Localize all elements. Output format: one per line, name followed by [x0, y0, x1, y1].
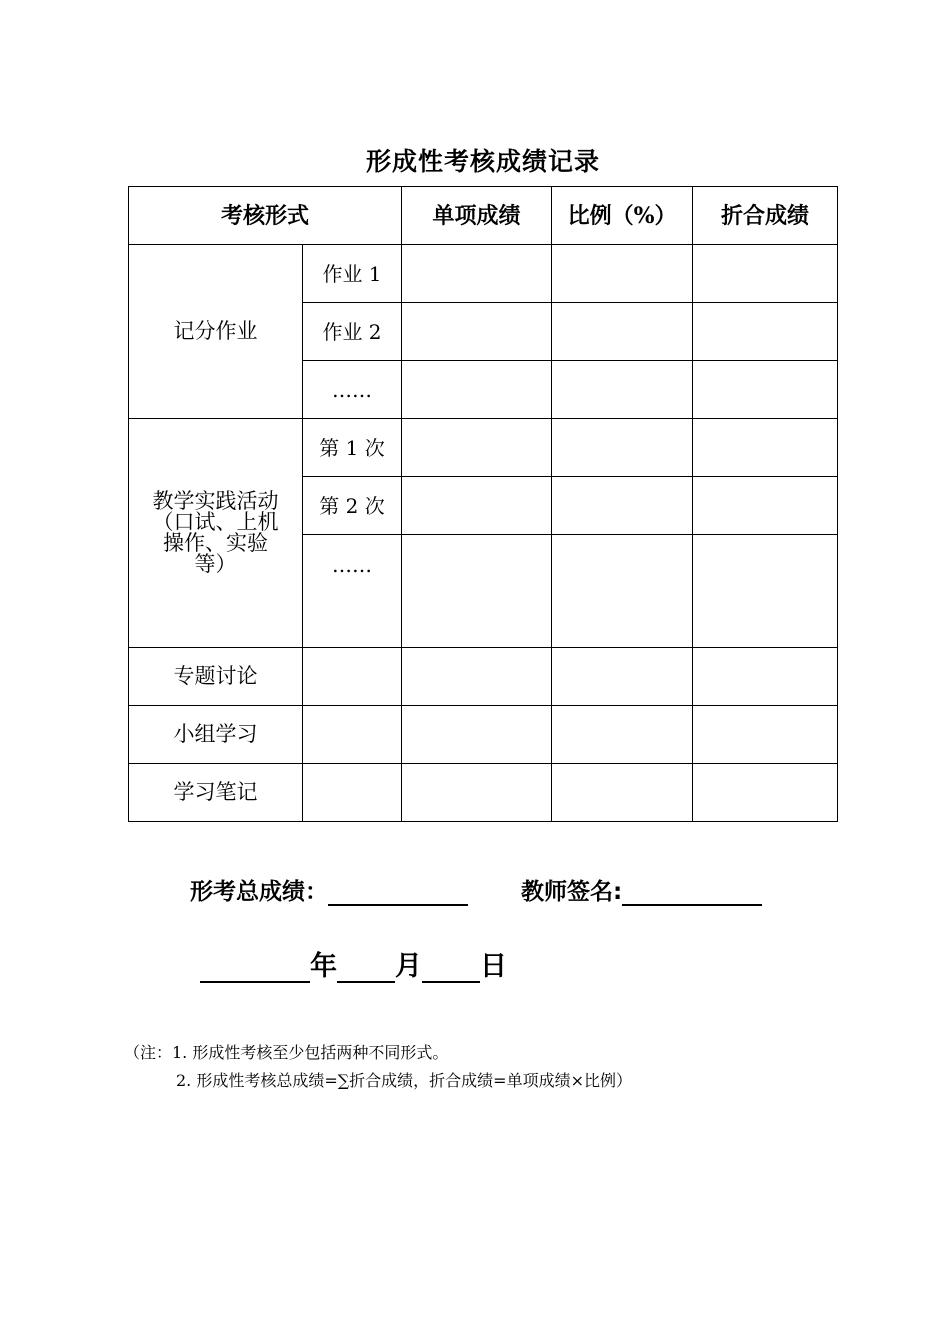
score-cell[interactable]: [402, 361, 552, 419]
signature-label: 教师签名:: [521, 879, 623, 905]
table-row: [129, 419, 838, 477]
converted-cell[interactable]: [693, 764, 838, 822]
signature-blank[interactable]: [622, 878, 762, 906]
sub-cell[interactable]: [303, 706, 402, 764]
year-blank[interactable]: [200, 951, 310, 983]
header-ratio: 比例（%）: [552, 187, 693, 245]
converted-cell[interactable]: [693, 245, 838, 303]
ratio-cell[interactable]: [552, 303, 693, 361]
score-cell[interactable]: [402, 245, 552, 303]
header-item-score: 单项成绩: [402, 187, 552, 245]
ratio-cell[interactable]: [552, 361, 693, 419]
document-title: 形成性考核成绩记录: [365, 147, 600, 176]
ratio-cell[interactable]: [552, 477, 693, 535]
sub-item: ……: [303, 535, 402, 648]
group-label-line: 教学实践活动: [152, 489, 279, 513]
score-cell[interactable]: [402, 648, 552, 706]
converted-cell[interactable]: [693, 706, 838, 764]
day-blank[interactable]: [422, 951, 480, 983]
sub-item: 第 1 次: [303, 419, 402, 477]
converted-cell[interactable]: [693, 648, 838, 706]
table-row: [129, 245, 838, 303]
month-blank[interactable]: [337, 951, 395, 983]
converted-cell[interactable]: [693, 477, 838, 535]
score-cell[interactable]: [402, 706, 552, 764]
year-label: 年: [310, 951, 337, 982]
signature-line: [521, 873, 762, 906]
score-cell[interactable]: [402, 764, 552, 822]
header-converted-score: 折合成绩: [693, 187, 838, 245]
ratio-cell[interactable]: [552, 706, 693, 764]
score-cell[interactable]: [402, 535, 552, 648]
group-label-homework: 记分作业: [129, 245, 303, 419]
row-label: 小组学习: [129, 706, 303, 764]
table-row: [129, 706, 838, 764]
ratio-cell[interactable]: [552, 245, 693, 303]
converted-cell[interactable]: [693, 535, 838, 648]
grade-table: [128, 186, 838, 822]
note-line-1: （注：1. 形成性考核至少包括两种不同形式。: [124, 1043, 449, 1062]
month-label: 月: [395, 951, 422, 982]
sub-item: ……: [303, 361, 402, 419]
total-score-line: [190, 873, 468, 906]
table-row: [129, 648, 838, 706]
sub-cell[interactable]: [303, 764, 402, 822]
ratio-cell[interactable]: [552, 535, 693, 648]
score-cell[interactable]: [402, 303, 552, 361]
date-line: [200, 944, 507, 983]
ratio-cell[interactable]: [552, 419, 693, 477]
ratio-cell[interactable]: [552, 648, 693, 706]
header-assessment-form: 考核形式: [129, 187, 402, 245]
converted-cell[interactable]: [693, 361, 838, 419]
group-label-line: 等）: [194, 552, 237, 576]
header-row: [129, 187, 838, 245]
converted-cell[interactable]: [693, 419, 838, 477]
row-label: 学习笔记: [129, 764, 303, 822]
converted-cell[interactable]: [693, 303, 838, 361]
table-row: [129, 764, 838, 822]
total-score-label: 形考总成绩：: [190, 879, 328, 905]
sub-item: 作业 1: [303, 245, 402, 303]
ratio-cell[interactable]: [552, 764, 693, 822]
sub-item: 作业 2: [303, 303, 402, 361]
row-label: 专题讨论: [129, 648, 303, 706]
sub-cell[interactable]: [303, 648, 402, 706]
total-score-blank[interactable]: [328, 878, 468, 906]
sub-item: 第 2 次: [303, 477, 402, 535]
group-label-practice: [129, 419, 303, 648]
score-cell[interactable]: [402, 477, 552, 535]
score-cell[interactable]: [402, 419, 552, 477]
note-line-2: 2. 形成性考核总成绩=∑折合成绩，折合成绩=单项成绩×比例）: [176, 1071, 632, 1090]
day-label: 日: [480, 951, 507, 982]
group-label-line: （口试、上机: [152, 510, 279, 534]
group-label-line: 操作、实验: [163, 531, 268, 555]
